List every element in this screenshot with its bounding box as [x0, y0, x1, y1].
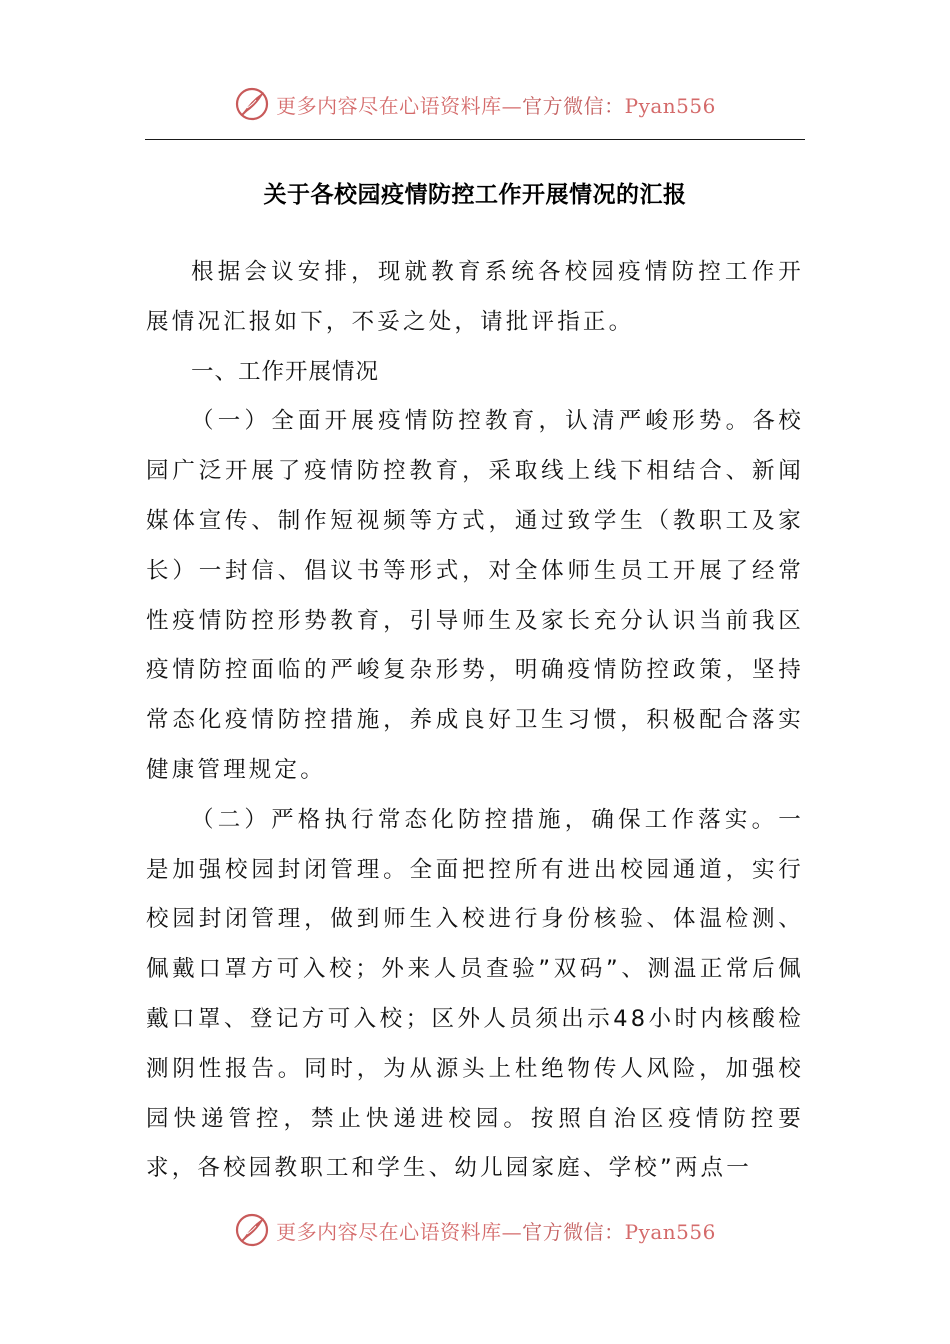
subsection-1-paragraph	[146, 397, 804, 795]
watermark-text: 更多内容尽在心语资料库—官方微信：Pyan556	[276, 93, 716, 118]
subsection-1-text: 各校园广泛开展了疫情防控教育，采取线上线下相结合、新闻媒体宣传、制作短视频等方式，通过致学生（教职工及家长）一封信、倡议书等形式，对全体师生员工开展了经常性疫情防控形势教育，引导师生及家长充分认识当前我区疫情防控面临的严峻复杂形势，明确疫情防控政策，坚持常态化疫情防控措施，养成良好卫生习惯，积极配合落实健康管理规定。	[146, 408, 804, 783]
quill-logo-icon	[234, 1212, 270, 1248]
section-heading: 一、工作开展情况	[191, 358, 380, 385]
header-divider	[145, 139, 805, 140]
subsection-1-heading: （一）全面开展疫情防控教育，认清严峻形势。	[191, 408, 753, 435]
watermark-banner-top	[0, 84, 950, 124]
watermark-banner-bottom	[0, 1210, 950, 1250]
intro-paragraph: 根据会议安排，现就教育系统各校园疫情防控工作开展情况汇报如下，不妥之处，请批评指正。	[146, 259, 804, 335]
watermark-text: 更多内容尽在心语资料库—官方微信：Pyan556	[276, 1219, 716, 1244]
subsection-2-text: 一是加强校园封闭管理。全面把控所有进出校园通道，实行校园封闭管理，做到师生入校进行身份核验、体温检测、佩戴口罩方可入校；外来人员查验”双码”、测温正常后佩戴口罩、登记方可入校；区外人员须出示48小时内核酸检测阴性报告。同时，为从源头上杜绝物传人风险，加强校园快递管控，禁止快递进校园。按照自治区疫情防控要求，各校园教职工和学生、幼儿园家庭、学校”两点一	[146, 806, 804, 1182]
document-body	[146, 248, 804, 1194]
subsection-2-heading: （二）严格执行常态化防控措施，确保工作落实。	[191, 806, 779, 833]
subsection-2-paragraph	[146, 796, 804, 1194]
quill-logo-icon	[234, 86, 270, 122]
document-title: 关于各校园疫情防控工作开展情况的汇报	[263, 181, 687, 208]
